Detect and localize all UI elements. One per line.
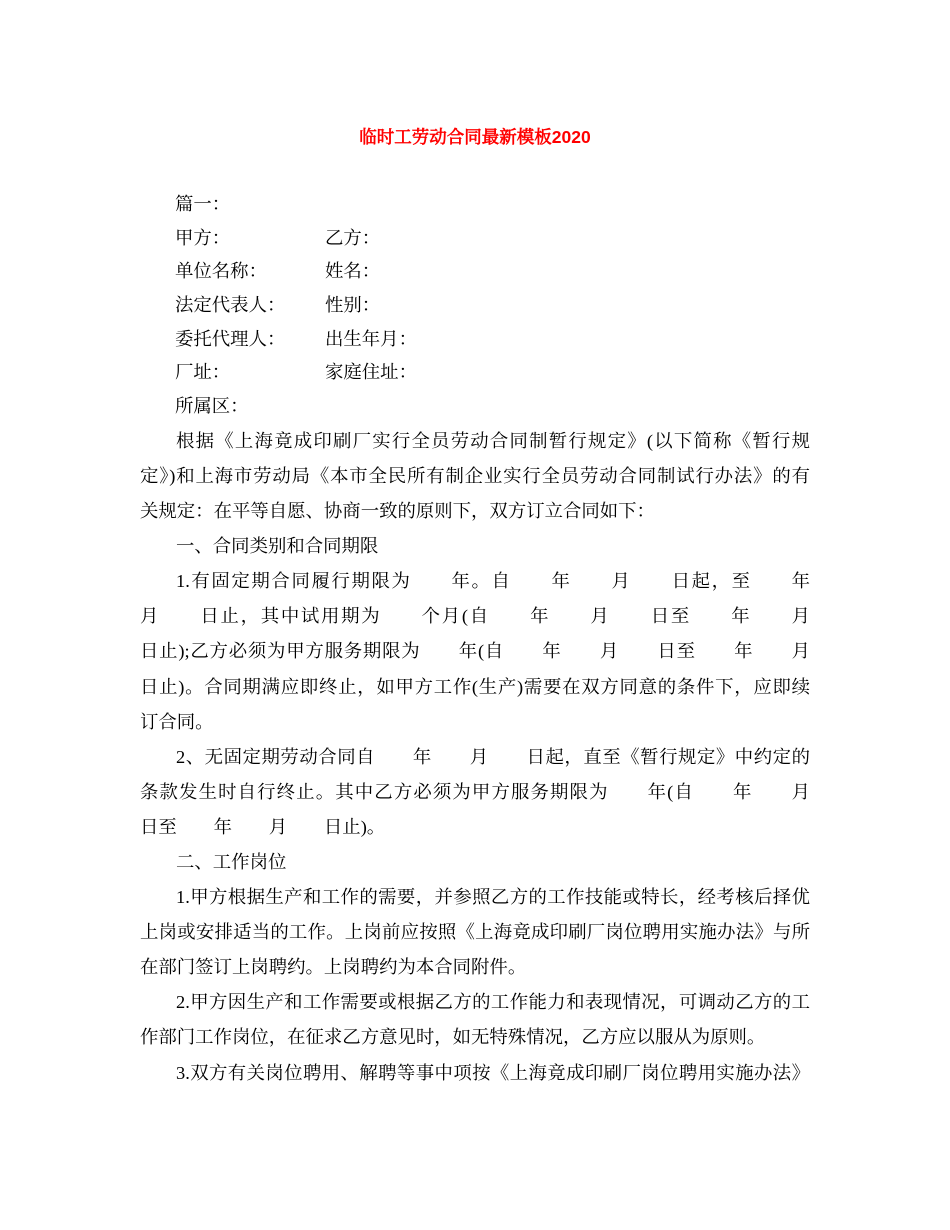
section-label: 篇一： (175, 194, 231, 214)
section-label-row (175, 188, 675, 222)
authorized-agent-label: 委托代理人： (175, 328, 286, 349)
paragraph-line: 根据《上海竟成印刷厂实行全员劳动合同制暂行规定》(以下简称《暂行规 (176, 430, 810, 451)
section-heading: 一、合同类别和合同期限 (176, 536, 379, 557)
person-name-label: 姓名： (325, 261, 381, 282)
clause (140, 880, 810, 985)
clause (140, 740, 810, 845)
paragraph-line: 上岗或安排适当的工作。上岗前应按照《上海竟成印刷厂岗位聘用实施办法》与所 (140, 922, 810, 943)
clause (140, 1056, 810, 1091)
party-row (175, 356, 675, 390)
party-b-label: 乙方： (325, 227, 381, 248)
section-heading: 二、工作岗位 (176, 852, 287, 873)
party-row (175, 390, 675, 424)
paragraph-line: 条款发生时自行终止。其中乙方必须为甲方服务期限为 年(自 年 月 (140, 781, 810, 802)
party-row (175, 255, 675, 289)
party-a-label: 甲方： (175, 227, 231, 248)
gender-label: 性别： (325, 295, 381, 316)
clause (140, 985, 810, 1055)
district-label: 所属区： (175, 396, 249, 417)
legal-representative-label: 法定代表人： (175, 295, 286, 316)
party-row (175, 222, 675, 256)
paragraph-line: 日止)。合同期满应即终止，如甲方工作(生产)需要在双方同意的条件下，应即续 (140, 676, 810, 697)
section-contract-type (140, 529, 810, 845)
paragraph-line: 日至 年 月 日止)。 (140, 816, 386, 837)
paragraph-line: 关规定：在平等自愿、协商一致的原则下，双方订立合同如下： (140, 501, 655, 522)
home-address-label: 家庭住址： (325, 362, 417, 383)
party-row (175, 323, 675, 357)
paragraph-line: 定》)和上海市劳动局《本市全民所有制企业实行全员劳动合同制试行办法》的有 (140, 465, 810, 486)
intro-paragraph (140, 424, 810, 529)
paragraph-line: 2、无固定期劳动合同自 年 月 日起，直至《暂行规定》中约定的 (176, 746, 810, 767)
factory-address-label: 厂址： (175, 362, 231, 383)
party-info-block (175, 188, 675, 424)
clause (140, 564, 810, 739)
party-row (175, 289, 675, 323)
paragraph-line: 在部门签订上岗聘约。上岗聘约为本合同附件。 (140, 957, 527, 978)
paragraph-line: 3.双方有关岗位聘用、解聘等事中项按《上海竟成印刷厂岗位聘用实施办法》 (176, 1062, 810, 1083)
paragraph-line: 1.甲方根据生产和工作的需要，并参照乙方的工作技能或特长，经考核后择优 (176, 887, 810, 908)
paragraph-line: 作部门工作岗位，在征求乙方意见时，如无特殊情况，乙方应以服从为原则。 (140, 1027, 766, 1048)
birth-date-label: 出生年月： (325, 328, 417, 349)
paragraph-line: 日止);乙方必须为甲方服务期限为 年(自 年 月 日至 年 月 (140, 641, 810, 662)
paragraph-line: 月 日止，其中试用期为 个月(自 年 月 日至 年 月 (140, 606, 810, 627)
paragraph-line: 1.有固定期合同履行期限为 年。自 年 月 日起，至 年 (176, 571, 810, 592)
paragraph-line: 2.甲方因生产和工作需要或根据乙方的工作能力和表现情况，可调动乙方的工 (176, 992, 810, 1013)
contract-body (140, 424, 810, 1091)
paragraph-line: 订合同。 (140, 711, 214, 732)
section-job-position (140, 845, 810, 1091)
unit-name-label: 单位名称： (175, 261, 267, 282)
document-title: 临时工劳动合同最新模板2020 (359, 127, 591, 147)
